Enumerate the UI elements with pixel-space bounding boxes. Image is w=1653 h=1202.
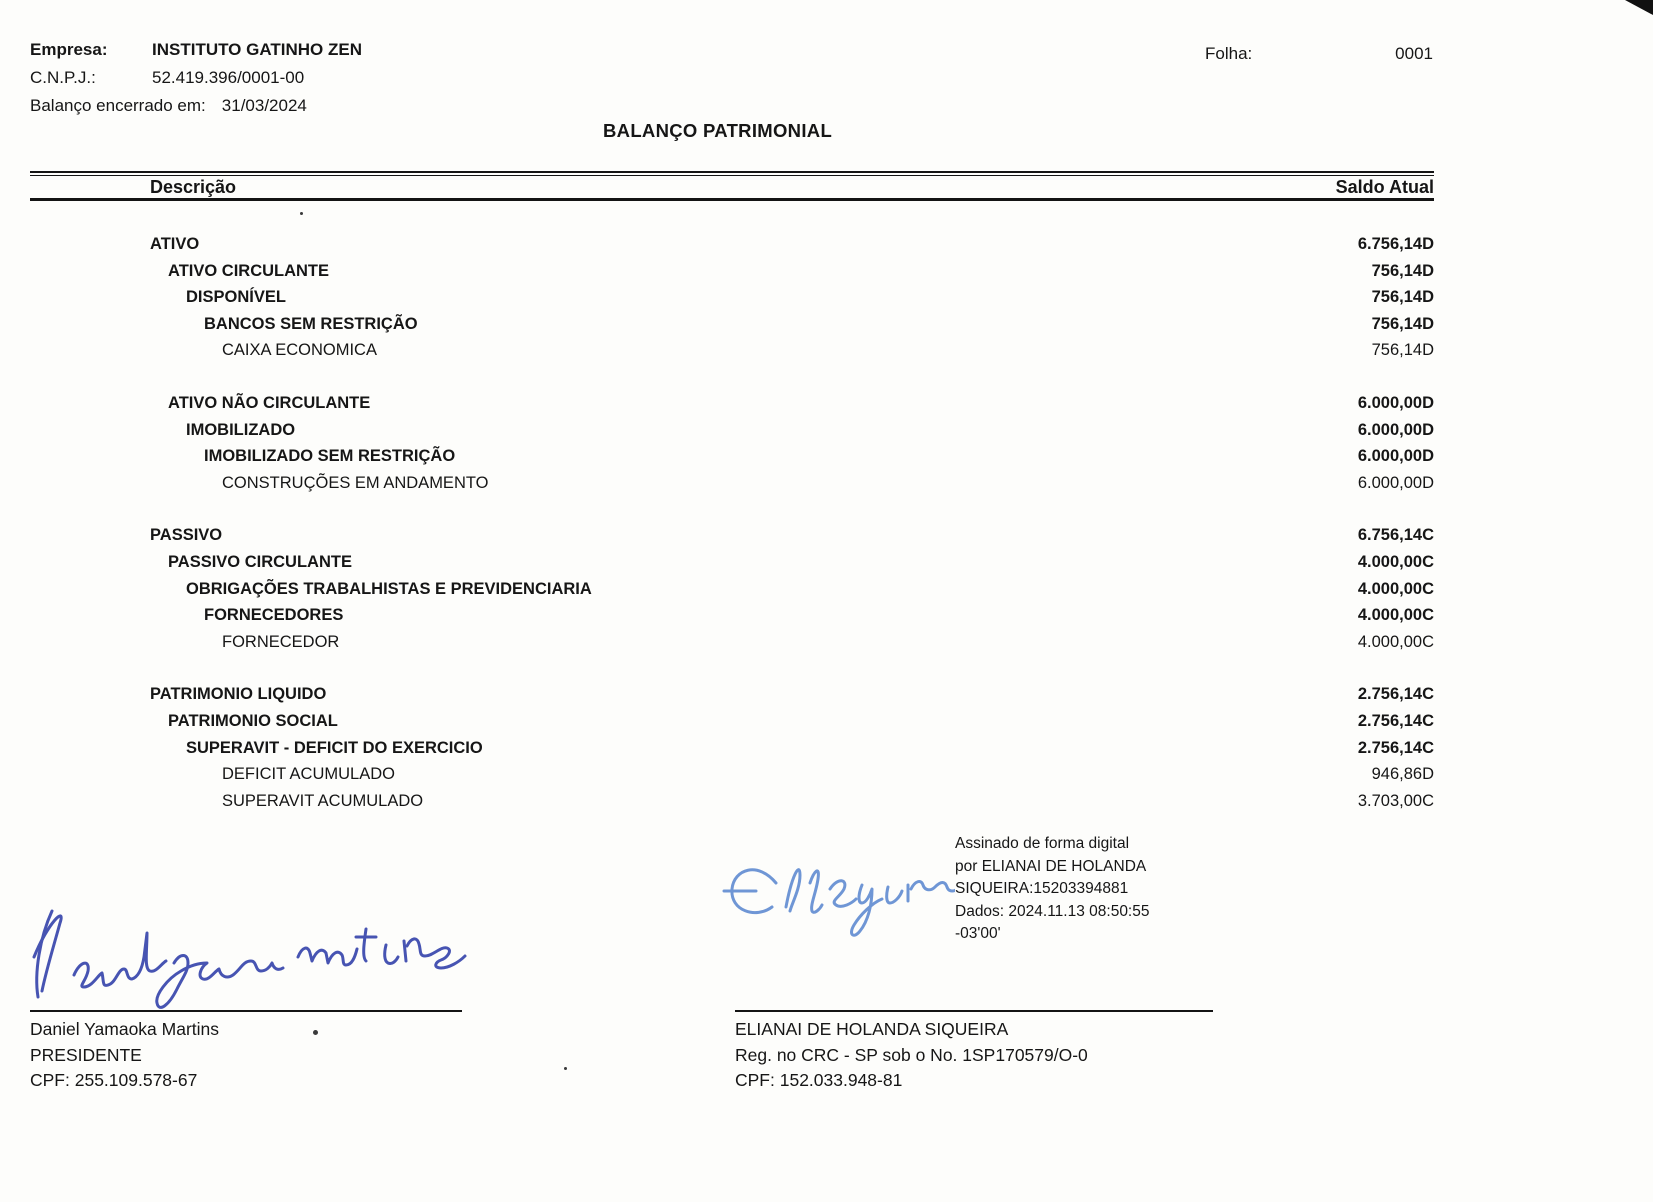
account-name: ATIVO CIRCULANTE: [168, 261, 330, 280]
sheet-number: [1205, 44, 1433, 64]
account-name: PATRIMONIO LIQUIDO: [150, 685, 327, 704]
account-name: PASSIVO: [150, 526, 223, 545]
signer-left-cpf: CPF: 255.109.578-67: [30, 1070, 198, 1090]
account-balance: 756,14D: [1371, 314, 1434, 333]
column-header-descricao: Descrição: [150, 177, 237, 197]
column-header-saldo-atual: Saldo Atual: [1335, 177, 1434, 197]
account-balance: 6.000,00D: [1357, 420, 1434, 439]
table-top-rule: [30, 171, 1434, 173]
signer-left-role: PRESIDENTE: [30, 1044, 142, 1065]
account-balance: 2.756,14C: [1357, 685, 1434, 704]
account-name: FORNECEDORES: [204, 606, 344, 625]
signer-right-cpf: CPF: 152.033.948-81: [735, 1070, 903, 1090]
table-row: [30, 284, 1434, 311]
stamp-line: Assinado de forma digital: [955, 835, 1130, 852]
cnpj-row: [30, 68, 362, 88]
signer-right-name: ELIANAI DE HOLANDA SIQUEIRA: [735, 1019, 1009, 1039]
account-balance: 946,86D: [1371, 765, 1434, 784]
account-balance: 2.756,14C: [1357, 738, 1434, 757]
closing-date-value: 31/03/2024: [221, 96, 307, 115]
sheet-number-value: 0001: [1395, 44, 1433, 63]
account-name: IMOBILIZADO: [186, 420, 296, 439]
account-name: IMOBILIZADO SEM RESTRIÇÃO: [204, 447, 456, 466]
company-header: [30, 40, 362, 124]
table-row: [30, 549, 1434, 576]
handwritten-signature-right: [720, 845, 955, 945]
table-row: [30, 788, 1434, 815]
account-name: ATIVO: [150, 235, 200, 253]
account-balance: 4.000,00C: [1357, 552, 1434, 571]
stamp-line: -03'00': [955, 925, 1001, 942]
sheet-number-label: Folha:: [1205, 44, 1253, 63]
table-row: [30, 258, 1434, 285]
scan-speck: [564, 1067, 567, 1070]
account-balance: 756,14D: [1371, 288, 1434, 307]
digital-signature-stamp: [955, 833, 1149, 946]
signer-right-block: [735, 1017, 1088, 1094]
account-balance: 4.000,00C: [1357, 632, 1434, 651]
account-name: ATIVO NÃO CIRCULANTE: [168, 393, 371, 412]
handwritten-signature-left: [22, 893, 472, 1013]
account-balance: 756,14D: [1371, 261, 1434, 280]
account-balance: 4.000,00C: [1357, 606, 1434, 625]
table-row: [30, 417, 1434, 444]
table-row: [30, 681, 1434, 708]
account-name: SUPERAVIT - DEFICIT DO EXERCICIO: [186, 738, 483, 757]
table-header: [30, 177, 1434, 198]
closing-date-row: [30, 96, 362, 116]
document-title: BALANÇO PATRIMONIAL: [603, 120, 833, 141]
account-name: BANCOS SEM RESTRIÇÃO: [204, 314, 418, 333]
account-name: DISPONÍVEL: [186, 288, 286, 307]
table-row: [30, 231, 1434, 258]
table-row: [30, 735, 1434, 762]
account-name: DEFICIT ACUMULADO: [222, 765, 395, 784]
table-row: [30, 470, 1434, 497]
scan-speck: [313, 1030, 318, 1035]
account-balance: 6.756,14C: [1357, 526, 1434, 545]
signature-line-left: [30, 1010, 462, 1012]
table-row: [30, 390, 1434, 417]
stamp-line: Dados: 2024.11.13 08:50:55: [955, 902, 1150, 920]
company-value: INSTITUTO GATINHO ZEN: [152, 40, 362, 59]
account-balance: 2.756,14C: [1357, 711, 1434, 730]
signature-line-right: [735, 1010, 1213, 1012]
scan-artifact-corner: [1625, 0, 1653, 15]
account-name: PATRIMONIO SOCIAL: [168, 711, 338, 730]
scan-speck: [300, 212, 303, 215]
table-row: [30, 576, 1434, 603]
table-rows: [30, 231, 1434, 814]
account-balance: 3.703,00C: [1357, 791, 1434, 810]
cnpj-label: C.N.P.J.:: [30, 68, 96, 87]
table-header-rule: [30, 198, 1434, 201]
table-row: [30, 708, 1434, 735]
closing-date-label: Balanço encerrado em:: [30, 96, 206, 115]
table-row: [30, 602, 1434, 629]
stamp-line: por ELIANAI DE HOLANDA: [955, 857, 1147, 875]
cnpj-value: 52.419.396/0001-00: [152, 68, 305, 87]
account-name: OBRIGAÇÕES TRABALHISTAS E PREVIDENCIARIA: [186, 579, 592, 598]
table-row: [30, 522, 1434, 549]
table-row: [30, 761, 1434, 788]
table-row: [30, 311, 1434, 338]
account-balance: 6.000,00D: [1357, 447, 1434, 466]
account-balance: 6.000,00D: [1357, 393, 1434, 412]
signer-left-name: Daniel Yamaoka Martins: [30, 1019, 220, 1039]
table-row: [30, 337, 1434, 364]
account-name: CONSTRUÇÕES EM ANDAMENTO: [222, 473, 489, 492]
account-name: SUPERAVIT ACUMULADO: [222, 791, 424, 810]
stamp-line: SIQUEIRA:15203394881: [955, 880, 1129, 897]
account-name: CAIXA ECONOMICA: [222, 341, 377, 360]
company-label: Empresa:: [30, 40, 108, 59]
account-balance: 6.000,00D: [1357, 473, 1434, 492]
signer-left-block: [30, 1017, 219, 1094]
account-balance: 756,14D: [1371, 341, 1434, 360]
account-name: PASSIVO CIRCULANTE: [168, 552, 352, 571]
account-balance: 4.000,00C: [1357, 579, 1434, 598]
table-top-rule-thin: [30, 175, 1434, 176]
table-row: [30, 443, 1434, 470]
table-row: [30, 629, 1434, 656]
account-balance: 6.756,14D: [1357, 235, 1434, 253]
company-name-row: [30, 40, 362, 60]
signer-right-reg: Reg. no CRC - SP sob o No. 1SP170579/O-0: [735, 1044, 1088, 1065]
account-name: FORNECEDOR: [222, 632, 340, 651]
